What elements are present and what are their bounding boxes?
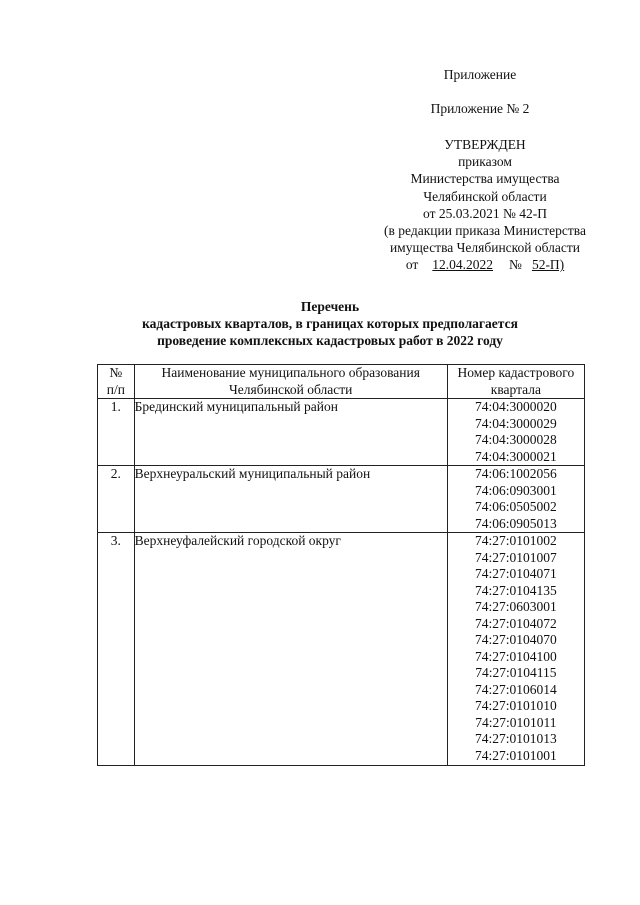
quarter-number: 74:27:0101011 <box>475 714 557 730</box>
quarter-number: 74:27:0101007 <box>475 549 557 565</box>
edit-number-sign: № <box>509 257 522 273</box>
header-name-line: Наименование муниципального образования <box>161 365 420 380</box>
quarter-number: 74:27:0101010 <box>475 698 557 713</box>
quarter-number: 74:04:3000028 <box>475 432 557 447</box>
table-row <box>98 533 585 766</box>
quarter-number: 74:06:0905013 <box>475 515 557 531</box>
approved-line: Челябинской области <box>423 188 547 204</box>
row-quarters <box>447 533 584 766</box>
appendix-number: Приложение № 2 <box>430 101 530 116</box>
header-name <box>134 365 447 399</box>
header-name-line: Челябинской области <box>229 381 353 397</box>
header-num-line: № <box>109 365 123 380</box>
table-header-row <box>98 365 585 399</box>
approved-line: от 25.03.2021 № 42-П <box>423 205 547 221</box>
appendix-label: Приложение <box>443 67 517 82</box>
approved-line: Министерства имущества <box>410 171 560 187</box>
quarter-number: 74:04:3000029 <box>475 415 557 431</box>
quarter-number: 74:27:0101013 <box>475 731 557 746</box>
table-row <box>98 466 585 533</box>
quarter-number: 74:27:0104071 <box>475 566 557 581</box>
row-quarters <box>447 466 584 533</box>
quarter-number: 74:06:1002056 <box>475 466 557 481</box>
edit-number: 52-П) <box>531 257 565 273</box>
edit-date-line <box>350 256 620 273</box>
table-row <box>98 399 585 466</box>
quarter-number: 74:27:0603001 <box>475 599 557 614</box>
approval-stamp <box>350 136 620 274</box>
header-quarter-line: Номер кадастрового <box>457 365 575 380</box>
row-name: Верхнеуральский муниципальный район <box>134 466 447 533</box>
header-num <box>98 365 135 399</box>
row-name: Верхнеуфалейский городской округ <box>134 533 447 766</box>
row-num: 1. <box>98 399 135 466</box>
title-line: Перечень <box>300 299 360 314</box>
quarter-number: 74:27:0104070 <box>475 632 557 647</box>
quarter-number: 74:04:3000021 <box>475 448 557 464</box>
cadastral-quarters-table <box>97 364 585 766</box>
title-line: проведение комплексных кадастровых работ в 2022 году <box>157 333 503 348</box>
approved-line: УТВЕРЖДЕН <box>444 137 526 152</box>
quarter-number: 74:06:0903001 <box>475 482 557 498</box>
quarter-number: 74:27:0104100 <box>475 648 557 664</box>
document-title <box>100 298 560 349</box>
edit-date-prefix: от <box>405 257 419 273</box>
quarter-number: 74:27:0104115 <box>475 665 557 680</box>
quarter-number: 74:06:0505002 <box>475 499 557 514</box>
quarter-number: 74:27:0101002 <box>475 533 557 548</box>
quarter-number: 74:27:0101001 <box>475 747 557 763</box>
row-quarters <box>447 399 584 466</box>
approved-line: (в редакции приказа Министерства <box>384 223 586 239</box>
header-quarter-line: квартала <box>490 381 541 397</box>
title-line: кадастровых кварталов, в границах которых предполагается <box>142 316 518 331</box>
approved-line: приказом <box>458 154 512 170</box>
header-num-line: п/п <box>106 381 125 397</box>
row-num: 3. <box>98 533 135 766</box>
row-name: Брединский муниципальный район <box>134 399 447 466</box>
quarter-number: 74:27:0104072 <box>475 615 557 631</box>
quarter-number: 74:27:0106014 <box>475 681 557 697</box>
row-num: 2. <box>98 466 135 533</box>
edit-date: 12.04.2022 <box>432 257 494 273</box>
quarter-number: 74:04:3000020 <box>475 399 557 414</box>
quarter-number: 74:27:0104135 <box>475 582 557 598</box>
approved-line: имущества Челябинской области <box>389 240 581 256</box>
header-quarter <box>447 365 584 399</box>
